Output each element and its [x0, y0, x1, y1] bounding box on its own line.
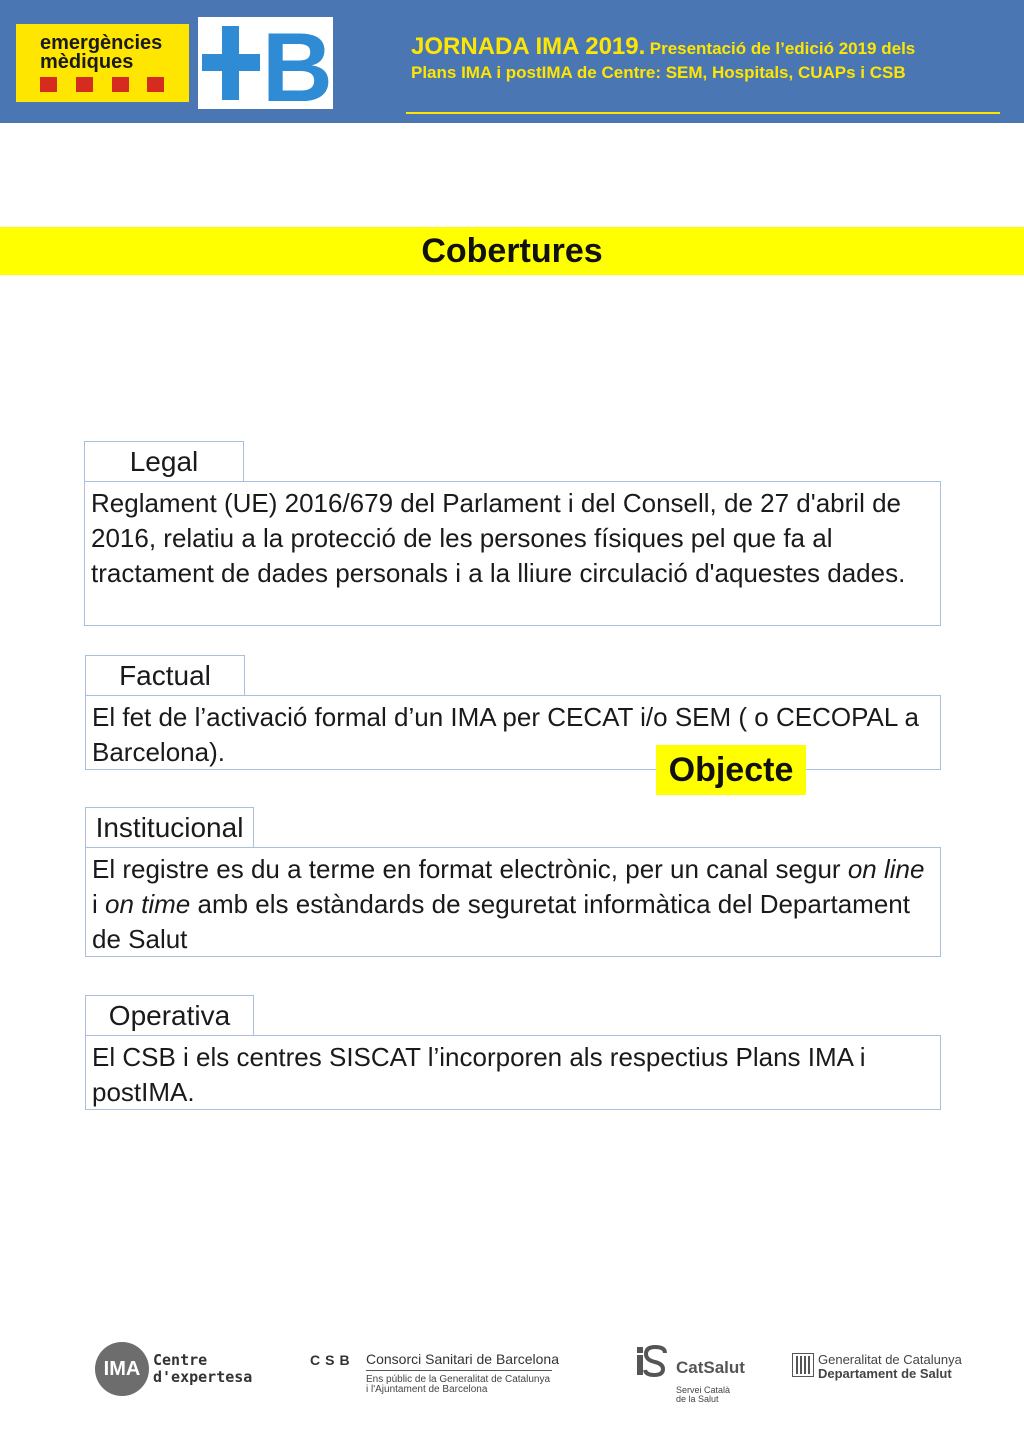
catsalut-subtitle-1: Servei Català: [676, 1385, 731, 1395]
event-subtitle: Presentació de l’edició 2019 dels: [649, 39, 916, 58]
logo-word-1: emergències: [40, 32, 163, 54]
box-factual: El fet de l’activació formal d’un IMA per CECAT i/o SEM ( o CECOPAL a Barcelona).: [85, 695, 941, 770]
centre-expertesa-line1: Centre: [153, 1351, 208, 1369]
institucional-text-end: amb els estàndards de seguretat informàtica del Departament de Salut: [92, 889, 910, 954]
csb-subtitle-1: Ens públic de la Generalitat de Catalunya: [366, 1374, 551, 1385]
label-factual: Factual: [85, 655, 245, 697]
logo-red-square: [147, 77, 164, 92]
catsalut-name: CatSalut: [676, 1358, 745, 1377]
ima-logo-text: IMA: [103, 1358, 141, 1380]
box-operativa: El CSB i els centres SISCAT l’incorporen als respectius Plans IMA i postIMA.: [85, 1035, 941, 1110]
label-operativa: Operativa: [85, 995, 254, 1037]
generalitat-line1: Generalitat de Catalunya: [818, 1352, 962, 1367]
institucional-text-start: El registre es du a terme en format electrònic, per un canal segur: [92, 854, 841, 884]
logo-red-square: [76, 77, 93, 92]
catsalut-subtitle-2: de la Salut: [676, 1394, 719, 1404]
logo-word-2: mèdiques: [40, 51, 134, 73]
objecte-highlight: Objecte: [656, 745, 806, 795]
logo-red-square: [112, 77, 129, 92]
section-band: [0, 227, 1024, 275]
barcelona-b-logo: [198, 17, 333, 109]
ima-logo: [95, 1342, 149, 1396]
event-subtitle-line2: Plans IMA i postIMA de Centre: SEM, Hospitals, CUAPs i CSB: [411, 63, 906, 82]
institucional-text-mid: i: [92, 889, 105, 919]
header-banner: [0, 0, 1024, 123]
box-legal: Reglament (UE) 2016/679 del Parlament i del Consell, de 27 d'abril de 2016, relatiu a la protecció de les persones físiques pel que fa al tractament de dades personals i a la lliure circulació d'aquestes dades.: [84, 481, 941, 626]
logo-b-letter: B: [262, 17, 333, 109]
box-institucional: [85, 847, 941, 957]
header-divider: [406, 112, 1000, 114]
label-legal: Legal: [84, 441, 244, 483]
csb-name: Consorci Sanitari de Barcelona: [366, 1351, 559, 1367]
header-title: [411, 33, 1011, 61]
generalitat-icon: [792, 1353, 814, 1377]
generalitat-line2: Departament de Salut: [818, 1366, 952, 1381]
plus-b-icon: [198, 17, 333, 109]
emergencies-mediques-logo: [16, 24, 189, 102]
section-title: Cobertures: [421, 232, 603, 270]
csb-subtitle-2: i l'Ajuntament de Barcelona: [366, 1384, 488, 1395]
centre-expertesa-line2: d'expertesa: [153, 1368, 253, 1386]
italic-on-time: on time: [105, 889, 191, 919]
logo-red-square: [40, 77, 57, 92]
italic-on-line: on line: [847, 854, 925, 884]
catsalut-icon: [637, 1345, 667, 1377]
event-title: JORNADA IMA 2019.: [411, 33, 646, 60]
label-institucional: Institucional: [85, 807, 254, 849]
csb-divider: [366, 1370, 552, 1371]
csb-abbreviation: CSB: [310, 1352, 355, 1368]
